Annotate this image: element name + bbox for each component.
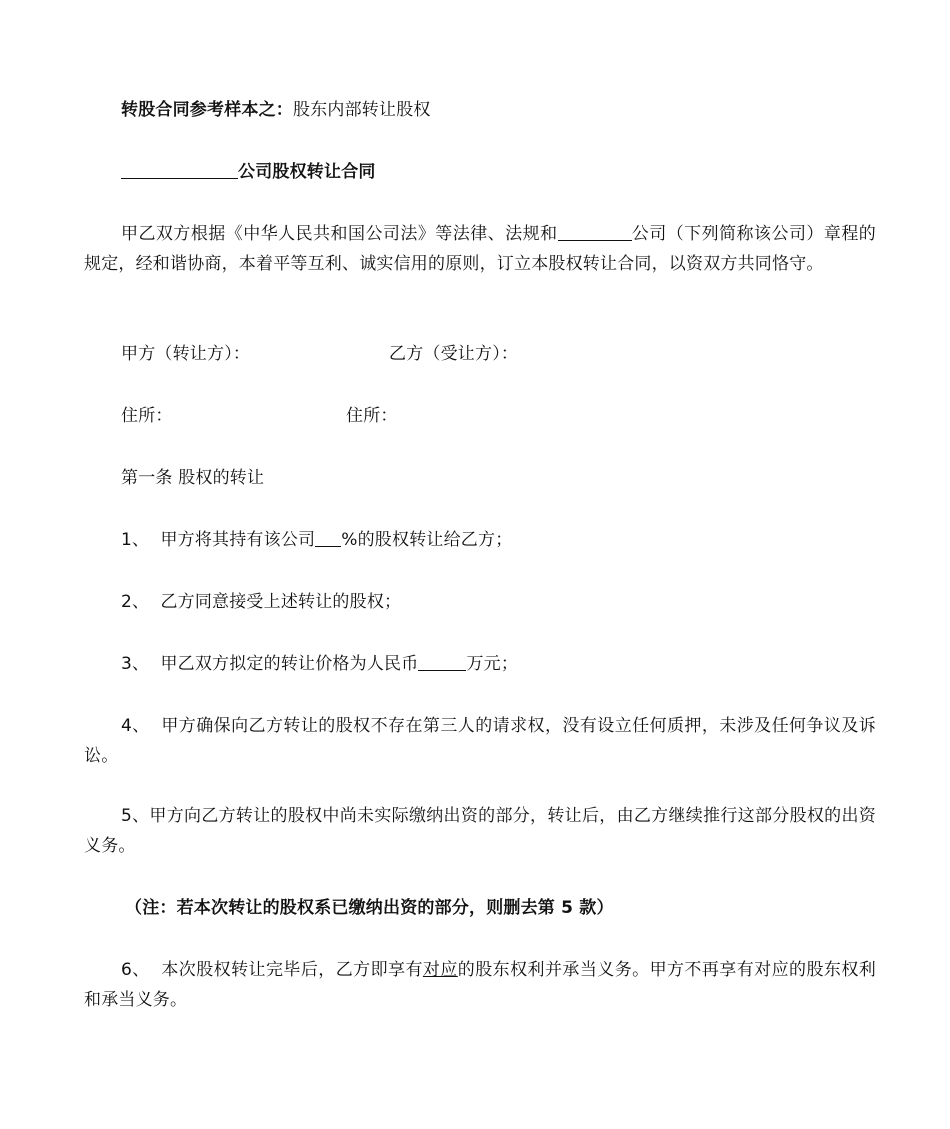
item4-number: 4、 [121,716,150,736]
contract-title [121,157,913,187]
item3-text-a: 甲乙双方拟定的转让价格为人民币 [160,654,419,674]
item4-text: 甲方确保向乙方转让的股权不存在第三人的请求权，没有设立任何质押，未涉及任何争议及诉讼。 [84,716,876,766]
article1-item1 [121,525,913,555]
heading-suffix: 股东内部转让股权 [293,100,431,120]
article1-item4 [84,711,876,771]
heading-prefix: 转股合同参考样本之： [121,100,293,120]
item3-number: 3、 [121,654,150,674]
item1-text-b: %的股权转让给乙方； [341,530,513,550]
article1-note: （注：若本次转让的股权系已缴纳出资的部分，则删去第 5 款） [125,898,614,918]
contract-title-text: 公司股权转让合同 [238,162,376,182]
company-name-blank [121,160,238,179]
item6-underlined: 对应 [422,960,458,980]
intro-part1: 甲乙双方根据《中华人民共和国公司法》等法律、法规和 [121,224,558,244]
article1-item5: 5、甲方向乙方转让的股权中尚未实际缴纳出资的部分，转让后，由乙方继续推行这部分股权的出资义务。 [84,806,876,856]
item1-text-a: 甲方将其持有该公司 [160,530,316,550]
item1-number: 1、 [121,530,150,550]
article1-item3 [121,649,913,679]
item6-number: 6、 [121,960,150,980]
price-blank [418,652,466,671]
intro-paragraph [84,219,876,279]
item2-text: 乙方同意接受上述转让的股权； [160,592,402,612]
party-b-label: 乙方（受让方）： [389,344,519,364]
article1-item2 [121,587,913,617]
item6-text-b: 的股东权利并承当义务。甲方不再享有对应的股东权利和承当义务。 [84,960,876,1010]
item2-number: 2、 [121,592,150,612]
intro-part2: 公司（下列简称该公司）章程的规定，经和谐协商，本着平等互利、诚实信用的原则，订立本股权转让合同，以资双方共同恪守。 [84,224,876,274]
percentage-blank [315,528,341,547]
company-blank [558,222,632,241]
address-a-label: 住所： [121,406,173,426]
document-heading [121,95,913,125]
item3-text-b: 万元； [466,654,519,674]
address-b-label: 住所： [346,406,398,426]
article1-title: 第一条 股权的转让 [121,468,265,488]
party-a-label: 甲方（转让方）： [121,344,251,364]
article1-item6 [84,955,876,1015]
item6-text-a: 本次股权转让完毕后，乙方即享有 [161,960,423,980]
